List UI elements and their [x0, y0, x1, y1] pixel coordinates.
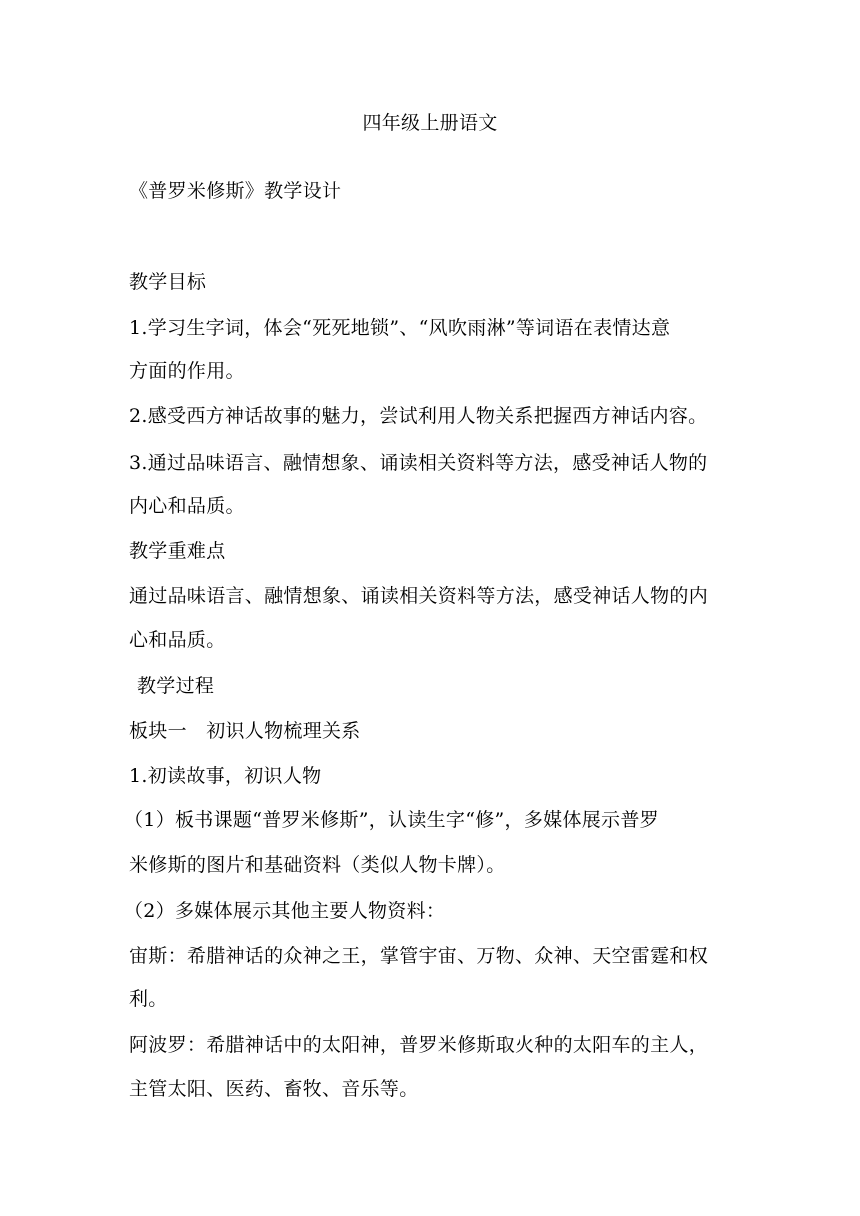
goal-2: 2.感受西方神话故事的魅力，尝试利用人物关系把握西方神话内容。 — [129, 405, 708, 427]
step-1b: （2）多媒体展示其他主要人物资料： — [124, 900, 446, 922]
zeus-line-1: 宙斯：希腊神话的众神之王，掌管宇宙、万物、众神、天空雷霆和权 — [129, 945, 709, 967]
process-heading: 教学过程 — [137, 675, 215, 697]
document-title: 四年级上册语文 — [362, 112, 498, 134]
goal-1-line-2: 方面的作用。 — [129, 360, 245, 382]
goals-heading: 教学目标 — [129, 271, 207, 293]
goal-3-line-2: 内心和品质。 — [129, 495, 245, 517]
step-1a-line-1: （1）板书课题“普罗米修斯”，认读生字“修”，多媒体展示普罗 — [124, 809, 659, 831]
lesson-title: 《普罗米修斯》教学设计 — [129, 180, 342, 202]
apollo-line-2: 主管太阳、医药、畜牧、音乐等。 — [129, 1078, 419, 1100]
apollo-line-1: 阿波罗：希腊神话中的太阳神，普罗米修斯取火种的太阳车的主人， — [129, 1034, 709, 1056]
block-1-heading: 板块一 初识人物梳理关系 — [129, 720, 361, 742]
zeus-line-2: 利。 — [129, 988, 168, 1010]
goal-3-line-1: 3.通过品味语言、融情想象、诵读相关资料等方法，感受神话人物的 — [129, 452, 708, 474]
key-points-line-1: 通过品味语言、融情想象、诵读相关资料等方法，感受神话人物的内 — [129, 585, 709, 607]
goal-1-line-1: 1.学习生字词，体会“死死地锁”、“风吹雨淋”等词语在表情达意 — [129, 317, 671, 339]
key-points-line-2: 心和品质。 — [129, 629, 226, 651]
key-points-heading: 教学重难点 — [129, 540, 226, 562]
step-1: 1.初读故事，初识人物 — [129, 765, 322, 787]
step-1a-line-2: 米修斯的图片和基础资料（类似人物卡牌）。 — [129, 854, 506, 876]
